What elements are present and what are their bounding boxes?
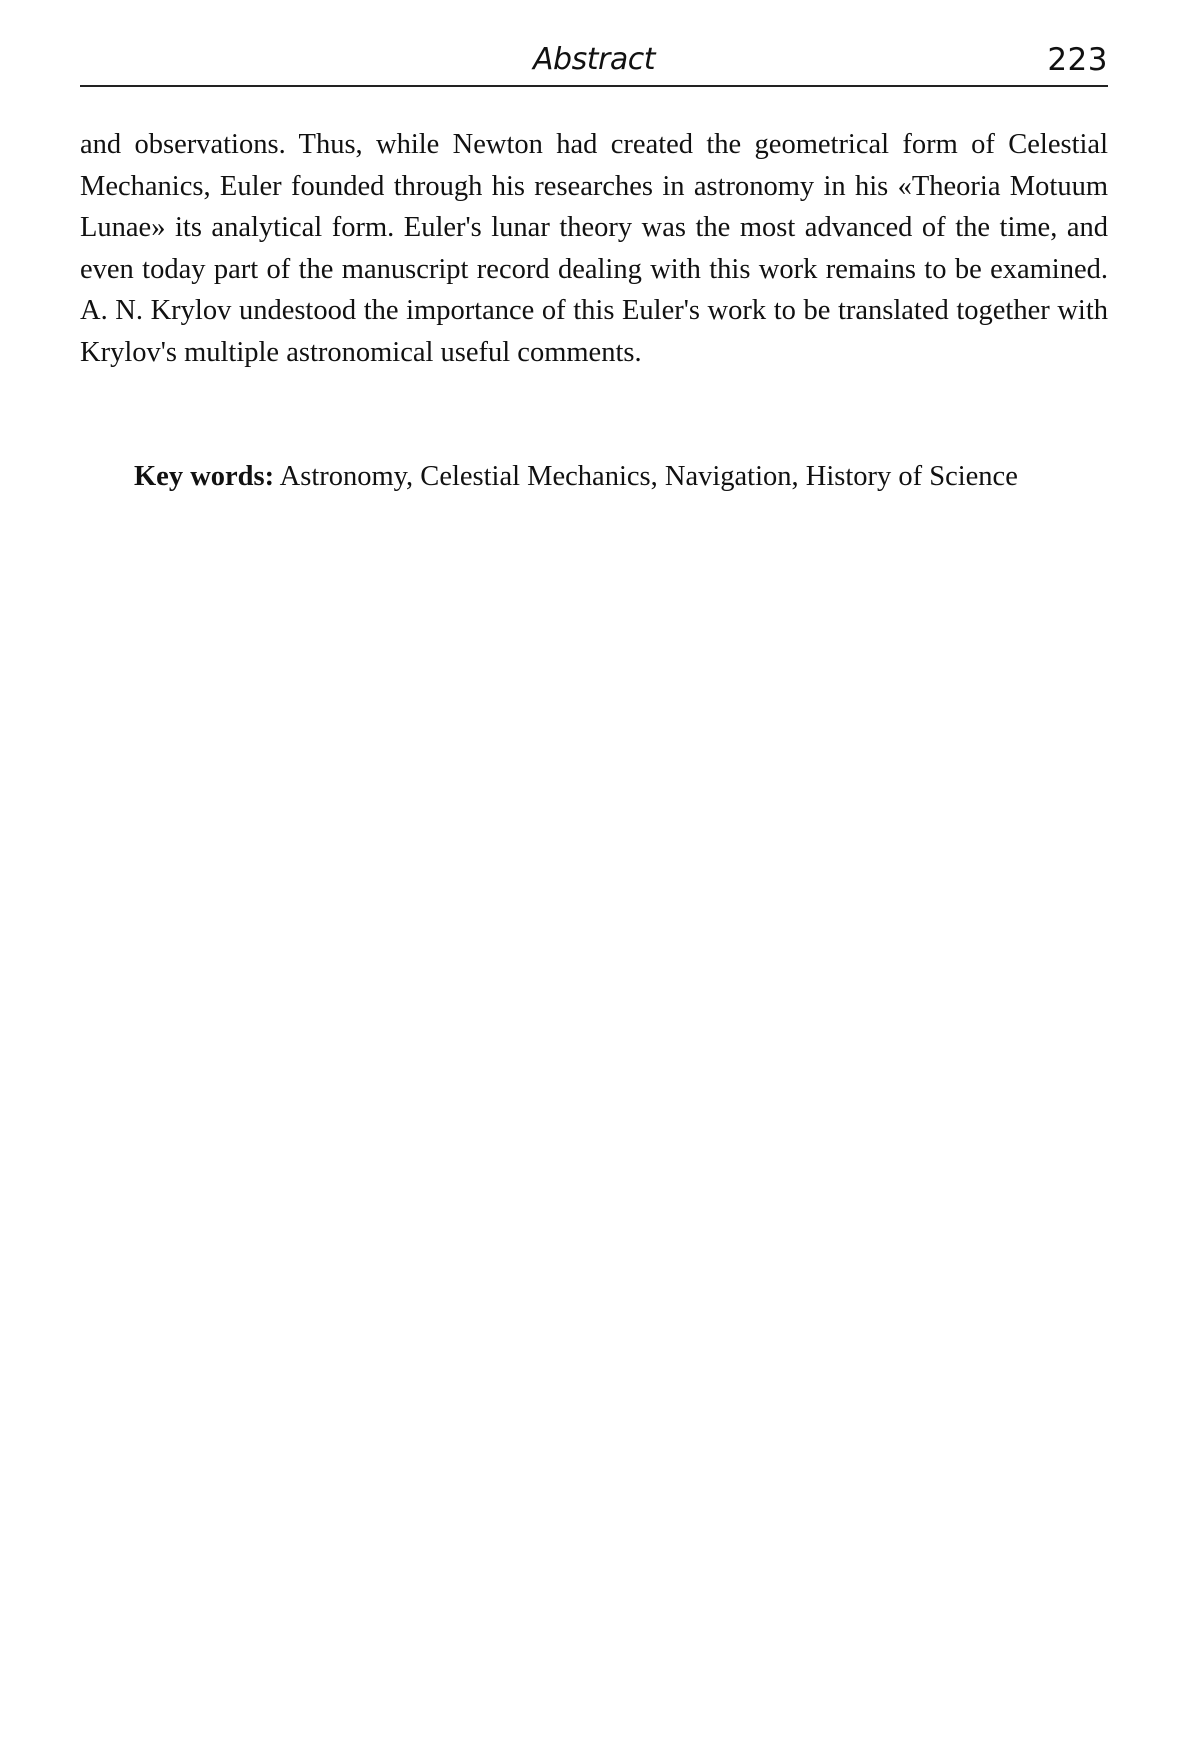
keywords-line [80, 456, 1108, 498]
keywords-value: Astronomy, Celestial Mechanics, Navigation, History of Science [274, 461, 1018, 492]
running-title: Abstract [533, 42, 655, 77]
abstract-paragraph: and observations. Thus, while Newton had created the geometrical form of Celestial Mechanics, Euler founded through his researches in astronomy in his «Theoria Motuum Lunae» its analytical form. Euler's lunar theory was the most advanced of the time, and even today part of the manuscript record dealing with this work remains to be examined. A. N. Krylov undestood the importance of this Euler's work to be translated together with Krylov's multiple astronomical useful comments. [80, 129, 1108, 368]
page-number: 223 [1047, 42, 1108, 78]
running-head [80, 38, 1108, 82]
keywords-label: Key words: [134, 461, 275, 492]
header-divider [80, 85, 1108, 87]
